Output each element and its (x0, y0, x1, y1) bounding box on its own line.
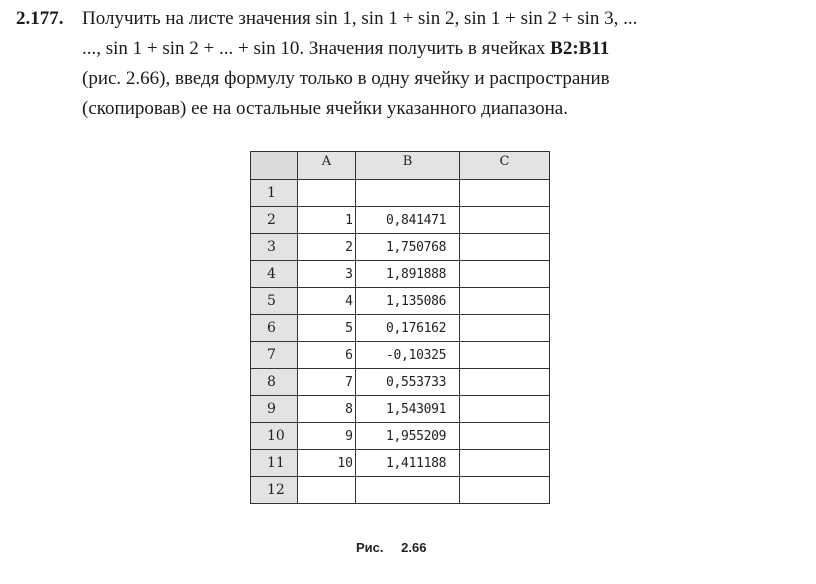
row-header: 3 (251, 234, 298, 261)
cell-range: B2:B11 (550, 38, 610, 59)
problem-line-1-text: Получить на листе значения sin 1, sin 1 + sin 2, sin 1 + sin 2 + sin 3, ... (82, 8, 638, 29)
cell-b[interactable]: 0,176162 (356, 315, 460, 342)
cell-c[interactable] (460, 234, 550, 261)
cell-c[interactable] (460, 450, 550, 477)
table-row (251, 477, 550, 504)
table-row (251, 288, 550, 315)
problem-line-3-text: (рис. 2.66), введя формулу только в одну ячейку и распространив (82, 68, 610, 89)
row-header: 8 (251, 369, 298, 396)
cell-a[interactable]: 9 (298, 423, 356, 450)
table-row (251, 369, 550, 396)
column-header-b: B (356, 152, 460, 180)
table-row (251, 423, 550, 450)
problem-line-2 (16, 34, 806, 64)
problem-line-4 (16, 94, 806, 124)
problem-text (16, 4, 806, 124)
problem-line-2-text: ..., sin 1 + sin 2 + ... + sin 10. Значения получить в ячейках (82, 38, 551, 59)
row-header: 7 (251, 342, 298, 369)
row-header: 10 (251, 423, 298, 450)
cell-c[interactable] (460, 180, 550, 207)
cell-c[interactable] (460, 477, 550, 504)
cell-c[interactable] (460, 207, 550, 234)
row-header: 11 (251, 450, 298, 477)
table-row (251, 396, 550, 423)
row-header: 5 (251, 288, 298, 315)
table-row (251, 234, 550, 261)
corner-cell (251, 152, 298, 180)
cell-a[interactable]: 5 (298, 315, 356, 342)
cell-b[interactable]: 1,411188 (356, 450, 460, 477)
row-header: 4 (251, 261, 298, 288)
cell-c[interactable] (460, 288, 550, 315)
cell-a[interactable]: 4 (298, 288, 356, 315)
spreadsheet (250, 151, 550, 504)
row-header: 1 (251, 180, 298, 207)
cell-b[interactable]: -0,10325 (356, 342, 460, 369)
cell-b[interactable]: 1,955209 (356, 423, 460, 450)
problem-line-3 (16, 64, 806, 94)
cell-a[interactable]: 7 (298, 369, 356, 396)
cell-c[interactable] (460, 396, 550, 423)
cell-a[interactable]: 1 (298, 207, 356, 234)
cell-b[interactable]: 0,553733 (356, 369, 460, 396)
row-header: 9 (251, 396, 298, 423)
cell-b[interactable]: 0,841471 (356, 207, 460, 234)
table-row (251, 450, 550, 477)
row-header: 12 (251, 477, 298, 504)
row-header: 6 (251, 315, 298, 342)
cell-a[interactable]: 2 (298, 234, 356, 261)
cell-a[interactable]: 8 (298, 396, 356, 423)
table-row (251, 315, 550, 342)
table-row (251, 261, 550, 288)
cell-c[interactable] (460, 369, 550, 396)
cell-b[interactable]: 1,543091 (356, 396, 460, 423)
cell-b[interactable] (356, 180, 460, 207)
cell-c[interactable] (460, 342, 550, 369)
cell-a[interactable]: 10 (298, 450, 356, 477)
cell-b[interactable]: 1,891888 (356, 261, 460, 288)
table-row (251, 207, 550, 234)
cell-a[interactable]: 6 (298, 342, 356, 369)
cell-b[interactable] (356, 477, 460, 504)
cell-c[interactable] (460, 423, 550, 450)
cell-b[interactable]: 1,135086 (356, 288, 460, 315)
row-header: 2 (251, 207, 298, 234)
column-header-c: C (460, 152, 550, 180)
cell-c[interactable] (460, 315, 550, 342)
column-header-a: A (298, 152, 356, 180)
column-header-row (251, 152, 550, 180)
table-row (251, 180, 550, 207)
cell-c[interactable] (460, 261, 550, 288)
problem-line-1 (16, 4, 806, 34)
cell-b[interactable]: 1,750768 (356, 234, 460, 261)
cell-a[interactable]: 3 (298, 261, 356, 288)
figure-caption: Рис. 2.66 (356, 540, 427, 555)
cell-a[interactable] (298, 180, 356, 207)
cell-a[interactable] (298, 477, 356, 504)
problem-number: 2.177. (16, 8, 64, 29)
table-row (251, 342, 550, 369)
problem-line-4-text: (скопировав) ее на остальные ячейки указанного диапазона. (82, 98, 568, 119)
